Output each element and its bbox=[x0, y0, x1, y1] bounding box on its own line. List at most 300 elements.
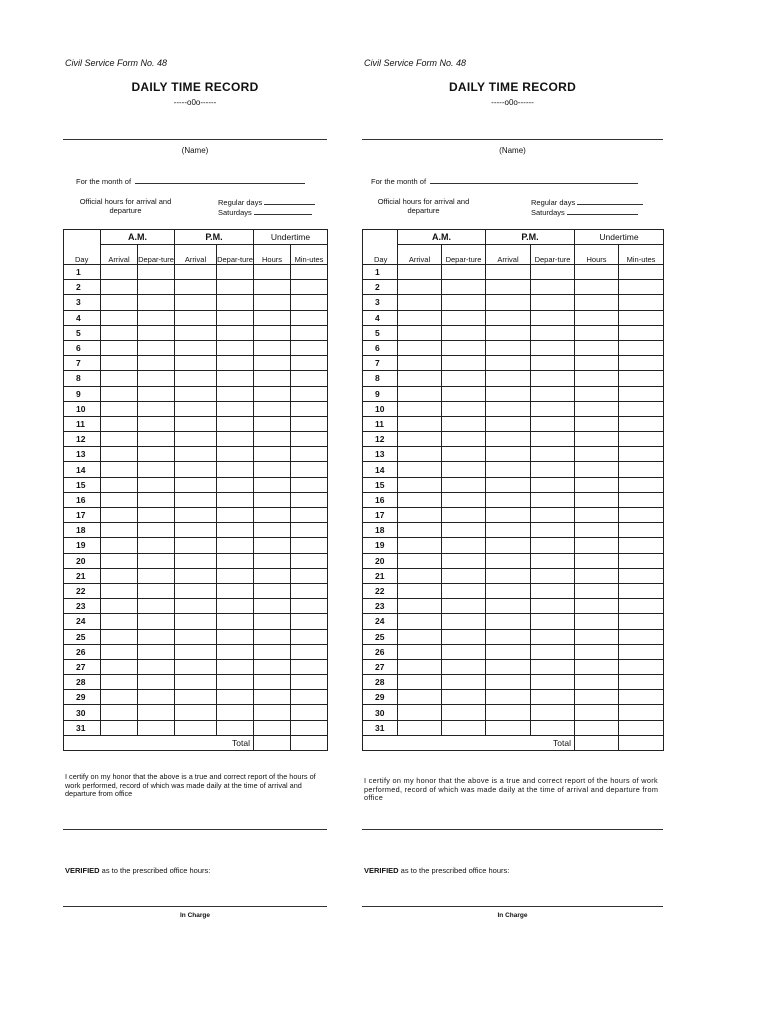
pm-departure-cell[interactable] bbox=[217, 675, 254, 690]
pm-arrival-cell[interactable] bbox=[175, 371, 217, 386]
undertime-hours-cell[interactable] bbox=[575, 371, 619, 386]
undertime-minutes-cell[interactable] bbox=[619, 325, 664, 340]
undertime-minutes-cell[interactable] bbox=[619, 568, 664, 583]
undertime-minutes-cell[interactable] bbox=[291, 720, 328, 735]
am-departure-cell[interactable] bbox=[442, 553, 486, 568]
employee-signature-line[interactable] bbox=[63, 829, 327, 830]
undertime-hours-cell[interactable] bbox=[254, 295, 291, 310]
undertime-hours-cell[interactable] bbox=[254, 280, 291, 295]
am-arrival-cell[interactable] bbox=[398, 568, 442, 583]
am-departure-cell[interactable] bbox=[442, 310, 486, 325]
pm-departure-cell[interactable] bbox=[531, 553, 575, 568]
pm-departure-cell[interactable] bbox=[217, 508, 254, 523]
am-arrival-cell[interactable] bbox=[101, 462, 138, 477]
undertime-hours-cell[interactable] bbox=[575, 432, 619, 447]
pm-departure-cell[interactable] bbox=[531, 492, 575, 507]
pm-departure-cell[interactable] bbox=[531, 690, 575, 705]
undertime-hours-cell[interactable] bbox=[575, 477, 619, 492]
undertime-hours-cell[interactable] bbox=[254, 356, 291, 371]
pm-departure-cell[interactable] bbox=[531, 538, 575, 553]
pm-departure-cell[interactable] bbox=[531, 386, 575, 401]
am-arrival-cell[interactable] bbox=[398, 614, 442, 629]
undertime-hours-cell[interactable] bbox=[575, 599, 619, 614]
undertime-minutes-cell[interactable] bbox=[291, 265, 328, 280]
pm-departure-cell[interactable] bbox=[217, 280, 254, 295]
pm-arrival-cell[interactable] bbox=[486, 675, 531, 690]
undertime-minutes-cell[interactable] bbox=[619, 690, 664, 705]
am-departure-cell[interactable] bbox=[138, 720, 175, 735]
undertime-hours-cell[interactable] bbox=[575, 568, 619, 583]
am-arrival-cell[interactable] bbox=[101, 720, 138, 735]
pm-arrival-cell[interactable] bbox=[486, 401, 531, 416]
am-arrival-cell[interactable] bbox=[398, 462, 442, 477]
pm-arrival-cell[interactable] bbox=[486, 538, 531, 553]
pm-arrival-cell[interactable] bbox=[486, 265, 531, 280]
am-arrival-cell[interactable] bbox=[398, 295, 442, 310]
undertime-hours-cell[interactable] bbox=[575, 553, 619, 568]
am-arrival-cell[interactable] bbox=[101, 614, 138, 629]
pm-departure-cell[interactable] bbox=[531, 462, 575, 477]
am-arrival-cell[interactable] bbox=[398, 310, 442, 325]
undertime-hours-cell[interactable] bbox=[575, 675, 619, 690]
undertime-minutes-cell[interactable] bbox=[619, 401, 664, 416]
am-arrival-cell[interactable] bbox=[101, 629, 138, 644]
pm-arrival-cell[interactable] bbox=[175, 659, 217, 674]
undertime-hours-cell[interactable] bbox=[254, 416, 291, 431]
am-arrival-cell[interactable] bbox=[398, 340, 442, 355]
pm-departure-cell[interactable] bbox=[217, 690, 254, 705]
am-arrival-cell[interactable] bbox=[101, 265, 138, 280]
am-arrival-cell[interactable] bbox=[398, 492, 442, 507]
pm-arrival-cell[interactable] bbox=[175, 553, 217, 568]
undertime-minutes-cell[interactable] bbox=[619, 477, 664, 492]
am-arrival-cell[interactable] bbox=[101, 705, 138, 720]
undertime-minutes-cell[interactable] bbox=[619, 356, 664, 371]
pm-arrival-cell[interactable] bbox=[175, 356, 217, 371]
pm-departure-cell[interactable] bbox=[217, 340, 254, 355]
undertime-minutes-cell[interactable] bbox=[619, 340, 664, 355]
am-departure-cell[interactable] bbox=[442, 386, 486, 401]
pm-arrival-cell[interactable] bbox=[486, 416, 531, 431]
undertime-minutes-cell[interactable] bbox=[291, 553, 328, 568]
am-departure-cell[interactable] bbox=[138, 553, 175, 568]
undertime-minutes-cell[interactable] bbox=[291, 447, 328, 462]
am-departure-cell[interactable] bbox=[138, 340, 175, 355]
undertime-hours-cell[interactable] bbox=[254, 675, 291, 690]
undertime-minutes-cell[interactable] bbox=[619, 553, 664, 568]
undertime-minutes-cell[interactable] bbox=[291, 295, 328, 310]
pm-departure-cell[interactable] bbox=[531, 295, 575, 310]
pm-departure-cell[interactable] bbox=[531, 705, 575, 720]
am-departure-cell[interactable] bbox=[442, 325, 486, 340]
am-arrival-cell[interactable] bbox=[398, 356, 442, 371]
am-arrival-cell[interactable] bbox=[101, 477, 138, 492]
pm-arrival-cell[interactable] bbox=[175, 265, 217, 280]
am-arrival-cell[interactable] bbox=[101, 295, 138, 310]
am-arrival-cell[interactable] bbox=[101, 356, 138, 371]
undertime-minutes-cell[interactable] bbox=[619, 675, 664, 690]
total-hours-cell[interactable] bbox=[575, 735, 619, 750]
undertime-minutes-cell[interactable] bbox=[619, 629, 664, 644]
am-departure-cell[interactable] bbox=[138, 462, 175, 477]
undertime-hours-cell[interactable] bbox=[254, 720, 291, 735]
am-departure-cell[interactable] bbox=[442, 492, 486, 507]
am-arrival-cell[interactable] bbox=[398, 553, 442, 568]
undertime-hours-cell[interactable] bbox=[254, 690, 291, 705]
undertime-minutes-cell[interactable] bbox=[291, 508, 328, 523]
am-arrival-cell[interactable] bbox=[101, 690, 138, 705]
am-arrival-cell[interactable] bbox=[101, 325, 138, 340]
am-departure-cell[interactable] bbox=[138, 477, 175, 492]
undertime-minutes-cell[interactable] bbox=[291, 432, 328, 447]
am-departure-cell[interactable] bbox=[138, 538, 175, 553]
undertime-hours-cell[interactable] bbox=[254, 553, 291, 568]
am-departure-cell[interactable] bbox=[138, 583, 175, 598]
pm-arrival-cell[interactable] bbox=[175, 568, 217, 583]
undertime-minutes-cell[interactable] bbox=[619, 295, 664, 310]
pm-departure-cell[interactable] bbox=[531, 310, 575, 325]
undertime-hours-cell[interactable] bbox=[254, 477, 291, 492]
pm-departure-cell[interactable] bbox=[217, 568, 254, 583]
am-arrival-cell[interactable] bbox=[101, 492, 138, 507]
pm-departure-cell[interactable] bbox=[217, 432, 254, 447]
pm-departure-cell[interactable] bbox=[217, 371, 254, 386]
am-departure-cell[interactable] bbox=[138, 508, 175, 523]
undertime-minutes-cell[interactable] bbox=[619, 659, 664, 674]
undertime-hours-cell[interactable] bbox=[254, 310, 291, 325]
pm-departure-cell[interactable] bbox=[531, 523, 575, 538]
pm-arrival-cell[interactable] bbox=[486, 614, 531, 629]
am-arrival-cell[interactable] bbox=[101, 523, 138, 538]
pm-arrival-cell[interactable] bbox=[175, 295, 217, 310]
pm-departure-cell[interactable] bbox=[217, 356, 254, 371]
pm-arrival-cell[interactable] bbox=[486, 583, 531, 598]
pm-arrival-cell[interactable] bbox=[486, 553, 531, 568]
undertime-hours-cell[interactable] bbox=[575, 690, 619, 705]
pm-departure-cell[interactable] bbox=[531, 644, 575, 659]
pm-departure-cell[interactable] bbox=[531, 280, 575, 295]
undertime-minutes-cell[interactable] bbox=[291, 401, 328, 416]
pm-departure-cell[interactable] bbox=[531, 583, 575, 598]
pm-arrival-cell[interactable] bbox=[175, 325, 217, 340]
am-arrival-cell[interactable] bbox=[398, 416, 442, 431]
undertime-minutes-cell[interactable] bbox=[619, 492, 664, 507]
undertime-minutes-cell[interactable] bbox=[291, 280, 328, 295]
undertime-hours-cell[interactable] bbox=[575, 462, 619, 477]
undertime-hours-cell[interactable] bbox=[575, 325, 619, 340]
am-arrival-cell[interactable] bbox=[398, 690, 442, 705]
undertime-minutes-cell[interactable] bbox=[291, 599, 328, 614]
pm-departure-cell[interactable] bbox=[217, 644, 254, 659]
am-arrival-cell[interactable] bbox=[101, 386, 138, 401]
am-departure-cell[interactable] bbox=[442, 447, 486, 462]
am-departure-cell[interactable] bbox=[138, 280, 175, 295]
am-arrival-cell[interactable] bbox=[101, 432, 138, 447]
am-arrival-cell[interactable] bbox=[398, 477, 442, 492]
am-departure-cell[interactable] bbox=[138, 492, 175, 507]
pm-arrival-cell[interactable] bbox=[175, 310, 217, 325]
am-departure-cell[interactable] bbox=[138, 690, 175, 705]
undertime-hours-cell[interactable] bbox=[575, 644, 619, 659]
undertime-hours-cell[interactable] bbox=[575, 523, 619, 538]
undertime-minutes-cell[interactable] bbox=[619, 265, 664, 280]
pm-arrival-cell[interactable] bbox=[175, 629, 217, 644]
pm-arrival-cell[interactable] bbox=[486, 690, 531, 705]
am-arrival-cell[interactable] bbox=[101, 310, 138, 325]
am-arrival-cell[interactable] bbox=[398, 583, 442, 598]
am-departure-cell[interactable] bbox=[442, 477, 486, 492]
pm-arrival-cell[interactable] bbox=[486, 462, 531, 477]
pm-arrival-cell[interactable] bbox=[486, 477, 531, 492]
undertime-hours-cell[interactable] bbox=[575, 659, 619, 674]
pm-arrival-cell[interactable] bbox=[175, 523, 217, 538]
undertime-minutes-cell[interactable] bbox=[291, 310, 328, 325]
pm-arrival-cell[interactable] bbox=[175, 614, 217, 629]
pm-arrival-cell[interactable] bbox=[175, 508, 217, 523]
pm-arrival-cell[interactable] bbox=[175, 644, 217, 659]
pm-arrival-cell[interactable] bbox=[486, 508, 531, 523]
am-departure-cell[interactable] bbox=[138, 265, 175, 280]
am-departure-cell[interactable] bbox=[138, 295, 175, 310]
pm-departure-cell[interactable] bbox=[217, 492, 254, 507]
undertime-hours-cell[interactable] bbox=[254, 568, 291, 583]
am-departure-cell[interactable] bbox=[138, 659, 175, 674]
pm-arrival-cell[interactable] bbox=[175, 462, 217, 477]
am-arrival-cell[interactable] bbox=[101, 659, 138, 674]
undertime-hours-cell[interactable] bbox=[575, 614, 619, 629]
am-departure-cell[interactable] bbox=[442, 599, 486, 614]
pm-departure-cell[interactable] bbox=[217, 538, 254, 553]
am-arrival-cell[interactable] bbox=[398, 265, 442, 280]
am-arrival-cell[interactable] bbox=[398, 325, 442, 340]
am-arrival-cell[interactable] bbox=[398, 629, 442, 644]
pm-arrival-cell[interactable] bbox=[486, 295, 531, 310]
undertime-minutes-cell[interactable] bbox=[619, 644, 664, 659]
undertime-hours-cell[interactable] bbox=[254, 432, 291, 447]
pm-departure-cell[interactable] bbox=[531, 325, 575, 340]
undertime-minutes-cell[interactable] bbox=[291, 690, 328, 705]
name-field[interactable] bbox=[63, 139, 327, 140]
undertime-minutes-cell[interactable] bbox=[619, 462, 664, 477]
pm-arrival-cell[interactable] bbox=[486, 310, 531, 325]
am-departure-cell[interactable] bbox=[138, 629, 175, 644]
am-arrival-cell[interactable] bbox=[398, 720, 442, 735]
am-arrival-cell[interactable] bbox=[101, 508, 138, 523]
pm-arrival-cell[interactable] bbox=[175, 705, 217, 720]
pm-departure-cell[interactable] bbox=[531, 568, 575, 583]
undertime-minutes-cell[interactable] bbox=[291, 538, 328, 553]
am-arrival-cell[interactable] bbox=[398, 644, 442, 659]
undertime-hours-cell[interactable] bbox=[254, 614, 291, 629]
pm-departure-cell[interactable] bbox=[531, 614, 575, 629]
am-departure-cell[interactable] bbox=[442, 356, 486, 371]
am-departure-cell[interactable] bbox=[138, 356, 175, 371]
am-departure-cell[interactable] bbox=[138, 310, 175, 325]
pm-arrival-cell[interactable] bbox=[486, 720, 531, 735]
pm-departure-cell[interactable] bbox=[217, 553, 254, 568]
undertime-minutes-cell[interactable] bbox=[291, 356, 328, 371]
am-arrival-cell[interactable] bbox=[398, 371, 442, 386]
pm-departure-cell[interactable] bbox=[217, 325, 254, 340]
undertime-minutes-cell[interactable] bbox=[291, 614, 328, 629]
undertime-minutes-cell[interactable] bbox=[291, 325, 328, 340]
am-arrival-cell[interactable] bbox=[398, 280, 442, 295]
am-departure-cell[interactable] bbox=[138, 447, 175, 462]
undertime-hours-cell[interactable] bbox=[254, 523, 291, 538]
undertime-minutes-cell[interactable] bbox=[291, 644, 328, 659]
pm-arrival-cell[interactable] bbox=[175, 477, 217, 492]
undertime-minutes-cell[interactable] bbox=[619, 583, 664, 598]
month-field[interactable] bbox=[430, 176, 638, 184]
undertime-hours-cell[interactable] bbox=[254, 447, 291, 462]
undertime-minutes-cell[interactable] bbox=[619, 310, 664, 325]
undertime-minutes-cell[interactable] bbox=[291, 675, 328, 690]
pm-departure-cell[interactable] bbox=[217, 659, 254, 674]
am-departure-cell[interactable] bbox=[442, 462, 486, 477]
am-departure-cell[interactable] bbox=[442, 705, 486, 720]
pm-arrival-cell[interactable] bbox=[486, 568, 531, 583]
pm-departure-cell[interactable] bbox=[217, 614, 254, 629]
am-departure-cell[interactable] bbox=[442, 295, 486, 310]
pm-departure-cell[interactable] bbox=[217, 599, 254, 614]
am-arrival-cell[interactable] bbox=[101, 568, 138, 583]
name-field[interactable] bbox=[362, 139, 663, 140]
am-departure-cell[interactable] bbox=[138, 644, 175, 659]
undertime-hours-cell[interactable] bbox=[254, 492, 291, 507]
undertime-hours-cell[interactable] bbox=[575, 447, 619, 462]
pm-departure-cell[interactable] bbox=[531, 720, 575, 735]
am-departure-cell[interactable] bbox=[442, 371, 486, 386]
am-departure-cell[interactable] bbox=[442, 401, 486, 416]
undertime-hours-cell[interactable] bbox=[575, 705, 619, 720]
am-departure-cell[interactable] bbox=[442, 614, 486, 629]
undertime-hours-cell[interactable] bbox=[575, 401, 619, 416]
pm-arrival-cell[interactable] bbox=[486, 705, 531, 720]
am-departure-cell[interactable] bbox=[442, 538, 486, 553]
pm-arrival-cell[interactable] bbox=[175, 675, 217, 690]
pm-arrival-cell[interactable] bbox=[486, 386, 531, 401]
undertime-minutes-cell[interactable] bbox=[619, 614, 664, 629]
am-arrival-cell[interactable] bbox=[101, 447, 138, 462]
am-arrival-cell[interactable] bbox=[101, 675, 138, 690]
am-departure-cell[interactable] bbox=[138, 386, 175, 401]
am-departure-cell[interactable] bbox=[442, 675, 486, 690]
pm-arrival-cell[interactable] bbox=[486, 644, 531, 659]
am-arrival-cell[interactable] bbox=[398, 508, 442, 523]
am-arrival-cell[interactable] bbox=[101, 553, 138, 568]
undertime-hours-cell[interactable] bbox=[254, 371, 291, 386]
undertime-minutes-cell[interactable] bbox=[291, 523, 328, 538]
undertime-minutes-cell[interactable] bbox=[291, 386, 328, 401]
pm-departure-cell[interactable] bbox=[531, 675, 575, 690]
pm-departure-cell[interactable] bbox=[217, 295, 254, 310]
undertime-hours-cell[interactable] bbox=[575, 720, 619, 735]
undertime-hours-cell[interactable] bbox=[254, 599, 291, 614]
am-departure-cell[interactable] bbox=[442, 629, 486, 644]
pm-arrival-cell[interactable] bbox=[486, 492, 531, 507]
undertime-minutes-cell[interactable] bbox=[291, 568, 328, 583]
am-arrival-cell[interactable] bbox=[398, 705, 442, 720]
am-arrival-cell[interactable] bbox=[398, 447, 442, 462]
total-minutes-cell[interactable] bbox=[291, 735, 328, 750]
pm-arrival-cell[interactable] bbox=[486, 659, 531, 674]
am-departure-cell[interactable] bbox=[138, 568, 175, 583]
am-departure-cell[interactable] bbox=[442, 690, 486, 705]
am-arrival-cell[interactable] bbox=[101, 371, 138, 386]
pm-arrival-cell[interactable] bbox=[175, 416, 217, 431]
pm-arrival-cell[interactable] bbox=[175, 386, 217, 401]
undertime-hours-cell[interactable] bbox=[575, 492, 619, 507]
undertime-minutes-cell[interactable] bbox=[619, 508, 664, 523]
pm-arrival-cell[interactable] bbox=[486, 523, 531, 538]
am-departure-cell[interactable] bbox=[442, 720, 486, 735]
pm-departure-cell[interactable] bbox=[217, 462, 254, 477]
am-departure-cell[interactable] bbox=[442, 644, 486, 659]
undertime-hours-cell[interactable] bbox=[254, 386, 291, 401]
undertime-minutes-cell[interactable] bbox=[291, 371, 328, 386]
undertime-minutes-cell[interactable] bbox=[619, 386, 664, 401]
am-departure-cell[interactable] bbox=[138, 523, 175, 538]
undertime-hours-cell[interactable] bbox=[254, 508, 291, 523]
am-departure-cell[interactable] bbox=[442, 265, 486, 280]
am-arrival-cell[interactable] bbox=[398, 538, 442, 553]
undertime-hours-cell[interactable] bbox=[254, 265, 291, 280]
am-departure-cell[interactable] bbox=[442, 568, 486, 583]
pm-arrival-cell[interactable] bbox=[486, 447, 531, 462]
total-hours-cell[interactable] bbox=[254, 735, 291, 750]
pm-arrival-cell[interactable] bbox=[486, 371, 531, 386]
saturdays-field[interactable] bbox=[254, 207, 312, 215]
undertime-minutes-cell[interactable] bbox=[291, 492, 328, 507]
pm-departure-cell[interactable] bbox=[531, 340, 575, 355]
undertime-hours-cell[interactable] bbox=[575, 340, 619, 355]
am-departure-cell[interactable] bbox=[138, 371, 175, 386]
undertime-minutes-cell[interactable] bbox=[619, 538, 664, 553]
undertime-hours-cell[interactable] bbox=[575, 538, 619, 553]
pm-arrival-cell[interactable] bbox=[175, 340, 217, 355]
pm-arrival-cell[interactable] bbox=[175, 432, 217, 447]
am-arrival-cell[interactable] bbox=[398, 599, 442, 614]
pm-departure-cell[interactable] bbox=[531, 477, 575, 492]
in-charge-signature-line[interactable] bbox=[362, 906, 663, 907]
pm-departure-cell[interactable] bbox=[217, 265, 254, 280]
am-arrival-cell[interactable] bbox=[101, 416, 138, 431]
am-arrival-cell[interactable] bbox=[101, 280, 138, 295]
am-arrival-cell[interactable] bbox=[398, 675, 442, 690]
am-arrival-cell[interactable] bbox=[398, 523, 442, 538]
pm-departure-cell[interactable] bbox=[531, 371, 575, 386]
pm-departure-cell[interactable] bbox=[531, 265, 575, 280]
pm-departure-cell[interactable] bbox=[531, 447, 575, 462]
undertime-hours-cell[interactable] bbox=[254, 538, 291, 553]
undertime-hours-cell[interactable] bbox=[254, 659, 291, 674]
undertime-minutes-cell[interactable] bbox=[291, 340, 328, 355]
undertime-hours-cell[interactable] bbox=[254, 644, 291, 659]
pm-departure-cell[interactable] bbox=[531, 401, 575, 416]
am-arrival-cell[interactable] bbox=[101, 401, 138, 416]
undertime-hours-cell[interactable] bbox=[575, 629, 619, 644]
am-departure-cell[interactable] bbox=[442, 523, 486, 538]
in-charge-signature-line[interactable] bbox=[63, 906, 327, 907]
undertime-minutes-cell[interactable] bbox=[619, 599, 664, 614]
undertime-minutes-cell[interactable] bbox=[291, 659, 328, 674]
pm-departure-cell[interactable] bbox=[217, 310, 254, 325]
undertime-minutes-cell[interactable] bbox=[619, 432, 664, 447]
undertime-minutes-cell[interactable] bbox=[291, 477, 328, 492]
pm-arrival-cell[interactable] bbox=[486, 599, 531, 614]
pm-arrival-cell[interactable] bbox=[175, 720, 217, 735]
am-departure-cell[interactable] bbox=[442, 416, 486, 431]
